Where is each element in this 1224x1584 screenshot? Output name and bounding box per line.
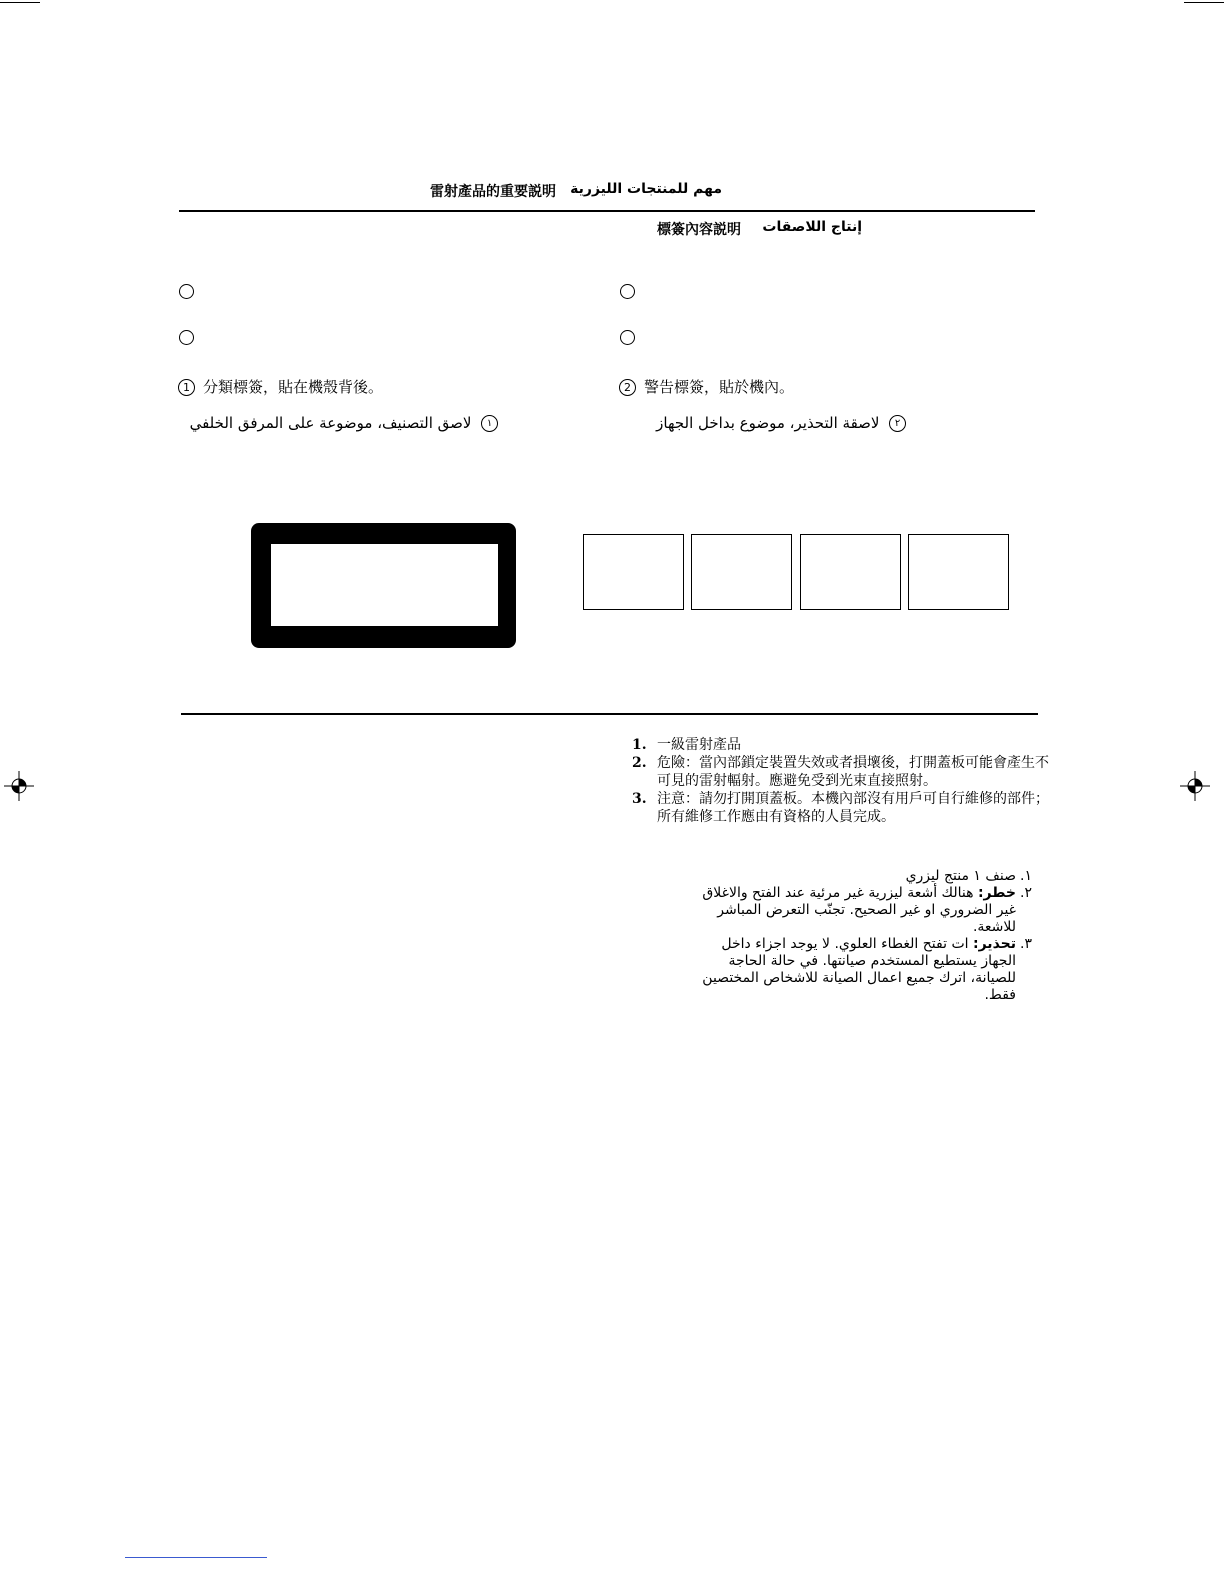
classification-label-frame [251,523,516,648]
marker-circle-right-1 [620,284,635,299]
list-item: 3. 注意：請勿打開頂蓋板。本機內部沒有用戶可自行維修的部件；所有維修工作應由有資格的人員完成。 [632,791,1049,825]
warning-label-box-4 [908,534,1009,610]
number-2-badge: 2 [619,379,636,396]
number-1-badge: 1 [178,379,195,396]
label-warning-ar-text: لاصقة التحذير، موضوع بداخل الجهاز [656,414,880,432]
subtitle-zh: 標簽內容説明 [657,222,741,238]
list-item: 2. 危險：當內部鎖定裝置失效或者損壞後，打開蓋板可能會產生不可見的雷射輻射。應避免受到光束直接照射。 [632,755,1049,789]
warning-list-ar [688,868,1032,1004]
middle-rule [181,713,1038,715]
arabic-number-2-badge: ٢ [889,415,906,432]
marker-circle-right-2 [620,330,635,345]
subtitle-ar: إنتاج اللاصقات [762,219,862,235]
label-warning-zh [619,376,794,397]
marker-circle-left-2 [179,330,194,345]
crop-mark-top-left [0,2,40,3]
marker-circle-left-1 [179,284,194,299]
warning-label-box-2 [691,534,792,610]
warning-label-box-3 [800,534,901,610]
label-classification-ar-text: لاصق التصنيف، موضوعة على المرفق الخلفي [189,414,472,432]
label-warning-zh-text: 警告標簽，貼於機內。 [644,378,795,396]
list-item: 1. 一級雷射產品 [632,737,741,753]
registration-mark-right-icon [1180,771,1210,801]
label-classification-ar [182,414,498,432]
classification-label-blank [271,544,498,626]
registration-mark-left-icon [4,771,34,801]
arabic-number-1-badge: ١ [481,415,498,432]
label-warning-ar [628,414,906,432]
list-item: ٣. تحذير: ات تفتح الغطاء العلوي. لا يوجد اجزاء داخل الجهاز يستطيع المستخدم صيانتها. في حالة الحاجة للصيانة، اترك جميع اعمال الصيانة للاشخاص المختصين فقط. [702,936,1032,1003]
label-classification-zh [178,376,383,397]
warning-list-zh [632,736,1052,826]
crop-mark-top-right [1184,2,1224,3]
list-item: ٢. خطر: هنالك أشعة ليزرية غير مرئية عند الفتح والاغلاق غير الضروري او غير الصحيح. تجنّب التعرض المباشر للاشعة. [702,885,1032,935]
footer-line [125,1557,267,1558]
list-item: ١. صنف ١ منتج ليزري [905,868,1032,884]
title-ar: مهم للمنتجات الليزرية [570,181,722,197]
top-rule [179,210,1035,212]
title-zh: 雷射產品的重要説明 [430,184,556,200]
warning-label-box-1 [583,534,684,610]
label-classification-zh-text: 分類標簽，貼在機殼背後。 [203,378,384,396]
